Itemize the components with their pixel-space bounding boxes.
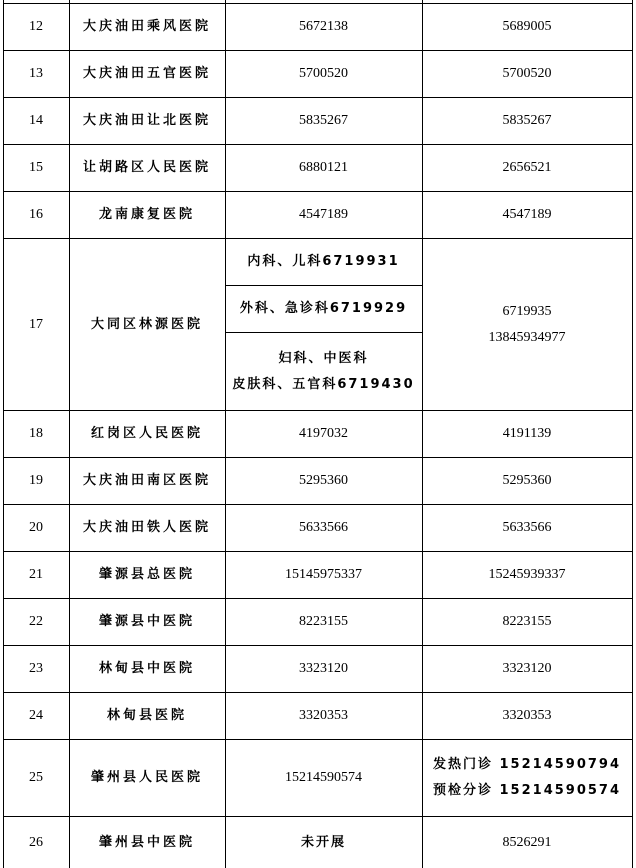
phone-secondary: 8223155 [502, 614, 552, 629]
hospital-name: 肇州县人民医院 [90, 770, 203, 785]
hospital-name: 大庆油田南区医院 [82, 473, 211, 488]
phone-secondary: 2656521 [502, 160, 552, 175]
row-number: 13 [29, 66, 43, 81]
hospital-name: 肇源县中医院 [98, 614, 195, 629]
phone-primary: 5672138 [299, 19, 348, 34]
department-phone: 内科、儿科6719931 [247, 254, 400, 269]
hospital-name: 肇州县中医院 [98, 834, 195, 850]
phone-secondary-line: 6719935 [502, 303, 552, 319]
phone-secondary: 5689005 [502, 19, 552, 34]
phone-secondary: 3323120 [502, 661, 552, 676]
hospital-name: 大庆油田铁人医院 [82, 520, 211, 535]
row-number: 15 [29, 160, 43, 175]
hospital-name: 大庆油田乘风医院 [82, 19, 211, 34]
row-number: 22 [29, 614, 43, 629]
phone-primary: 未开展 [300, 834, 346, 850]
hospital-name: 林甸县医院 [106, 708, 187, 723]
phone-primary: 5700520 [299, 66, 348, 81]
row-number: 21 [29, 567, 43, 582]
phone-secondary [422, 239, 632, 410]
phone-secondary-line: 发热门诊 15214590794 [432, 757, 622, 772]
phone-primary: 6880121 [299, 160, 348, 175]
hospital-name: 大庆油田五官医院 [82, 66, 211, 81]
hospital-name: 肇源县总医院 [98, 567, 195, 582]
department-phone-line: 皮肤科、五官科6719430 [232, 376, 415, 392]
phone-secondary: 5295360 [502, 473, 552, 488]
row-number: 19 [29, 473, 43, 488]
phone-secondary: 5700520 [502, 66, 552, 81]
phone-secondary: 4191139 [502, 426, 552, 441]
row-number: 14 [29, 113, 43, 128]
phone-secondary: 8526291 [502, 834, 552, 850]
row-number: 24 [29, 708, 43, 723]
phone-primary: 3323120 [299, 661, 348, 676]
row-number: 16 [29, 207, 43, 222]
column-border-4 [632, 0, 633, 868]
phone-primary: 5835267 [299, 113, 348, 128]
phone-secondary: 3320353 [502, 708, 552, 723]
row-number: 26 [29, 834, 43, 850]
hospital-name: 龙南康复医院 [98, 207, 195, 222]
hospital-name: 林甸县中医院 [98, 661, 195, 676]
phone-secondary [422, 740, 632, 816]
hospital-name: 红岗区人民医院 [90, 426, 203, 441]
phone-secondary: 15245939337 [488, 567, 566, 582]
department-phone [225, 333, 422, 410]
hospital-name: 大同区林源医院 [90, 316, 203, 332]
row-number: 18 [29, 426, 43, 441]
phone-primary: 4197032 [299, 426, 348, 441]
department-phone-line: 妇科、中医科 [278, 350, 369, 366]
hospital-name: 让胡路区人民医院 [82, 160, 211, 175]
phone-secondary-line: 13845934977 [488, 329, 566, 345]
phone-primary: 4547189 [299, 207, 348, 222]
phone-secondary: 5835267 [502, 113, 552, 128]
phone-primary: 15214590574 [285, 770, 362, 785]
row-number: 25 [29, 770, 43, 785]
row-number: 23 [29, 661, 43, 676]
phone-secondary-line: 预检分诊 15214590574 [432, 783, 622, 798]
row-number: 20 [29, 520, 43, 535]
row-number: 12 [29, 19, 43, 34]
department-phone: 外科、急诊科6719929 [239, 301, 408, 316]
phone-secondary: 4547189 [502, 207, 552, 222]
phone-primary: 3320353 [299, 708, 348, 723]
phone-primary: 5295360 [299, 473, 348, 488]
phone-primary: 8223155 [299, 614, 348, 629]
row-number: 17 [29, 316, 43, 332]
phone-primary: 5633566 [299, 520, 348, 535]
phone-secondary: 5633566 [502, 520, 552, 535]
hospital-name: 大庆油田让北医院 [82, 113, 211, 128]
phone-primary: 15145975337 [285, 567, 362, 582]
